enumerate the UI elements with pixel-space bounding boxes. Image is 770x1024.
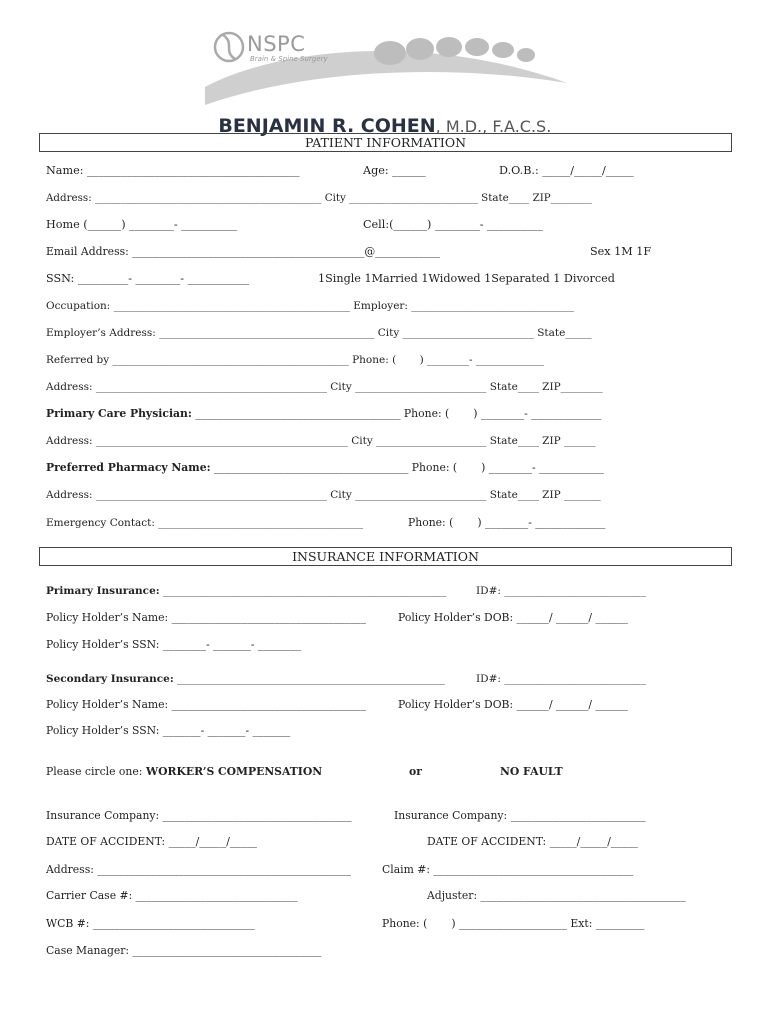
pcp-address-field[interactable]: Address: ________________________________________________ City _____________________ State____ ZIP ______: [46, 435, 596, 447]
address-field[interactable]: Address: ____________________________________________ City _________________________ State____ ZIP________: [46, 192, 592, 204]
doctor-name: BENJAMIN R. COHEN: [218, 115, 436, 137]
primary-care-physician-field[interactable]: [46, 407, 601, 421]
pcp-label: Primary Care Physician:: [46, 407, 192, 420]
doctor-credentials: , M.D., F.A.C.S.: [435, 117, 552, 136]
case-manager-field[interactable]: Case Manager: ___________________________________: [46, 944, 322, 957]
wc-address-field[interactable]: Address: _______________________________________________: [46, 863, 352, 876]
org-name: NSPC: [247, 32, 306, 56]
pharmacy-label: Preferred Pharmacy Name:: [46, 461, 211, 474]
adjuster-phone-ext-field[interactable]: Phone: ( ) ____________________ Ext: _________: [382, 917, 645, 930]
primary-insurance-input[interactable]: ______________________________________________________: [159, 585, 447, 597]
workers-comp-option[interactable]: WORKER’S COMPENSATION: [146, 765, 323, 778]
pharmacy-input[interactable]: ____________________________________ Phone: ( ) ________- ____________: [210, 461, 604, 474]
insurance-info-heading: INSURANCE INFORMATION: [292, 549, 479, 564]
adjuster-field[interactable]: Adjuster: ______________________________________: [427, 889, 686, 902]
cell-phone-field[interactable]: Cell:(______) ________- __________: [363, 218, 543, 231]
secondary-insurance-input[interactable]: ___________________________________________________: [173, 673, 445, 685]
primary-insurance-label: Primary Insurance:: [46, 585, 160, 597]
pharmacy-address-field[interactable]: Address: ____________________________________________ City _________________________ State____ ZIP _______: [46, 489, 601, 501]
secondary-holder-name-field[interactable]: Policy Holder’s Name: ____________________________________: [46, 698, 366, 711]
emergency-contact-field[interactable]: Emergency Contact: _______________________________________: [46, 517, 364, 529]
marital-status-checkboxes[interactable]: 1Single 1Married 1Widowed 1Separated 1 Divorced: [318, 272, 615, 285]
referral-address-field[interactable]: Address: ____________________________________________ City _________________________ State____ ZIP________: [46, 381, 603, 393]
no-fault-option[interactable]: NO FAULT: [500, 765, 563, 778]
pcp-input[interactable]: ______________________________________ Phone: ( ) ________- _____________: [191, 407, 602, 420]
nf-insurance-company-field[interactable]: Insurance Company: _________________________: [394, 809, 646, 822]
secondary-insurance-field[interactable]: [46, 672, 445, 686]
pharmacy-field[interactable]: [46, 461, 604, 475]
ssn-field[interactable]: SSN: _________- ________- ___________: [46, 272, 250, 285]
org-subtitle: Brain & Spine Surgery: [250, 55, 328, 63]
dob-field[interactable]: D.O.B.: _____/_____/_____: [499, 164, 634, 177]
primary-holder-dob-field[interactable]: Policy Holder’s DOB: ______/ ______/ ______: [398, 611, 628, 624]
primary-holder-ssn-field[interactable]: Policy Holder’s SSN: ________- _______- ________: [46, 638, 302, 651]
wcb-number-field[interactable]: WCB #: ______________________________: [46, 917, 255, 930]
name-field[interactable]: Name: ______________________________________: [46, 164, 300, 177]
secondary-insurance-label: Secondary Insurance:: [46, 673, 174, 685]
home-phone-field[interactable]: Home (______) ________- __________: [46, 218, 238, 231]
circle-one-label: Please circle one:: [46, 765, 143, 778]
claim-number-field[interactable]: Claim #: _____________________________________: [382, 863, 634, 876]
wc-insurance-company-field[interactable]: Insurance Company: ___________________________________: [46, 809, 352, 822]
occupation-employer-field[interactable]: Occupation: _____________________________________________ Employer: _______________________________: [46, 300, 575, 312]
referred-by-field[interactable]: Referred by _____________________________________________ Phone: ( ) ________- _____________: [46, 354, 545, 366]
email-field[interactable]: Email Address: ___________________________________________@____________: [46, 245, 440, 258]
or-label: or: [409, 765, 422, 778]
age-field[interactable]: Age: ______: [363, 164, 426, 177]
carrier-case-field[interactable]: Carrier Case #: ______________________________: [46, 889, 298, 902]
emergency-phone-field[interactable]: Phone: ( ) ________- _____________: [408, 516, 606, 529]
employer-address-field[interactable]: Employer’s Address: _________________________________________ City _________________________ State_____: [46, 327, 592, 339]
wc-date-of-accident-field[interactable]: DATE OF ACCIDENT: _____/_____/_____: [46, 835, 257, 848]
patient-info-heading: PATIENT INFORMATION: [304, 135, 467, 150]
nf-date-of-accident-field[interactable]: DATE OF ACCIDENT: _____/_____/_____: [427, 835, 638, 848]
primary-holder-name-field[interactable]: Policy Holder’s Name: ____________________________________: [46, 611, 366, 624]
sex-checkboxes[interactable]: Sex 1M 1F: [590, 245, 652, 258]
secondary-holder-ssn-field[interactable]: Policy Holder’s SSN: _______- _______- _______: [46, 724, 291, 737]
secondary-holder-dob-field[interactable]: Policy Holder’s DOB: ______/ ______/ ______: [398, 698, 628, 711]
primary-insurance-field[interactable]: [46, 584, 446, 598]
primary-id-field[interactable]: ID#: ___________________________: [476, 585, 646, 597]
secondary-id-field[interactable]: ID#: ___________________________: [476, 673, 646, 685]
